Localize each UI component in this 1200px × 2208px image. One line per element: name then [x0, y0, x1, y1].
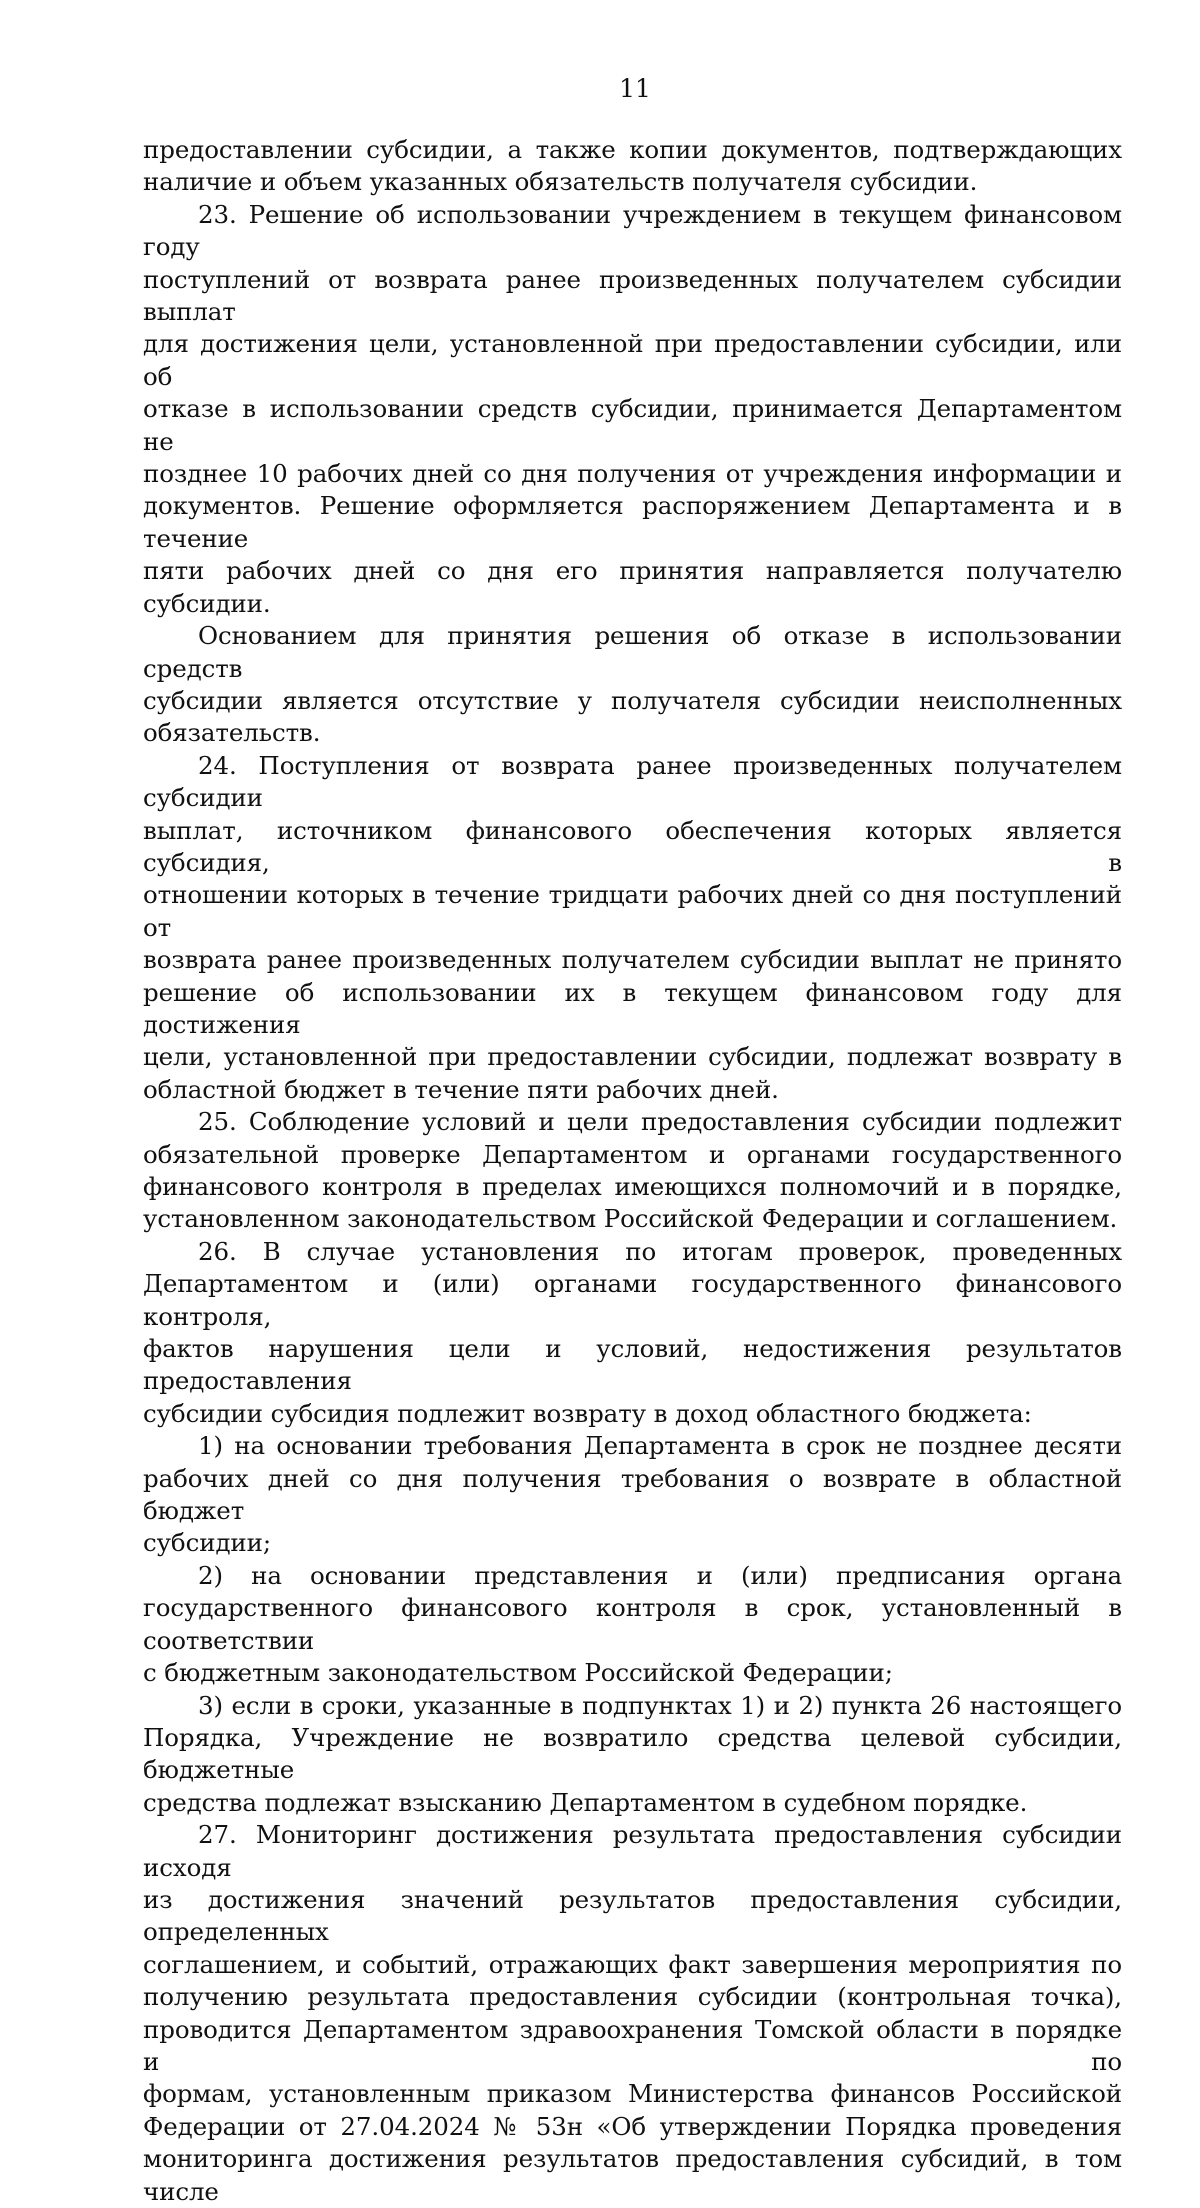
text-line: получению результата предоставления субсидии (контрольная точка),: [143, 1982, 1122, 2012]
text-line: выплат, источником финансового обеспечения которых является субсидия, в: [143, 815, 1122, 877]
text-line: возврата ранее произведенных получателем субсидии выплат не принято: [143, 945, 1122, 975]
text-line: фактов нарушения цели и условий, недостижения результатов предоставления: [143, 1334, 1122, 1396]
text-line: позднее 10 рабочих дней со дня получения от учреждения информации и: [143, 459, 1122, 489]
text-line: для достижения цели, установленной при предоставлении субсидии, или об: [143, 329, 1122, 391]
text-line: наличие и объем указанных обязательств получателя субсидии.: [143, 167, 978, 197]
paragraph-26-line: 26. В случае установления по итогам проверок, проведенных: [198, 1236, 1122, 1266]
paragraph-25-line: 25. Соблюдение условий и цели предоставления субсидии подлежит: [198, 1107, 1122, 1137]
text-line: субсидии является отсутствие у получателя субсидии неисполненных: [143, 685, 1122, 715]
text-line: соглашением, и событий, отражающих факт завершения мероприятия по: [143, 1949, 1122, 1979]
text-line: Федерации от 27.04.2024 № 53н «Об утверждении Порядка проведения: [143, 2111, 1122, 2141]
text-line: отказе в использовании средств субсидии, принимается Департаментом не: [143, 394, 1122, 456]
text-line: субсидии субсидия подлежит возврату в доход областного бюджета:: [143, 1398, 1032, 1428]
text-line: с бюджетным законодательством Российской Федерации;: [143, 1658, 893, 1688]
text-line: поступлений от возврата ранее произведенных получателем субсидии выплат: [143, 264, 1122, 327]
document-body: [143, 134, 1122, 2208]
paragraph-23-line: 23. Решение об использовании учреждением в текущем финансовом году: [143, 199, 1122, 262]
text-line: обязательств.: [143, 718, 321, 748]
text-line: проводится Департаментом здравоохранения Томской области в порядке и по: [143, 2014, 1122, 2076]
text-line: рабочих дней со дня получения требования о возврате в областной бюджет: [143, 1463, 1122, 1526]
paragraph-27-line: 27. Мониторинг достижения результата предоставления субсидии исходя: [143, 1820, 1122, 1882]
text-line: пяти рабочих дней со дня его принятия направляется получателю субсидии.: [143, 556, 1122, 618]
text-line: областной бюджет в течение пяти рабочих дней.: [143, 1074, 779, 1104]
text-line: государственного финансового контроля в срок, установленный в соответствии: [143, 1593, 1122, 1655]
paragraph-24-line: 24. Поступления от возврата ранее произведенных получателем субсидии: [143, 750, 1122, 813]
text-line: формам, установленным приказом Министерства финансов Российской: [143, 2079, 1122, 2109]
text-line: обязательной проверке Департаментом и органами государственного: [143, 1139, 1122, 1169]
page-number: 11: [619, 74, 651, 103]
paragraph-basis-line: Основанием для принятия решения об отказе в использовании средств: [143, 621, 1122, 683]
text-line: цели, установленной при предоставлении субсидии, подлежат возврату в: [143, 1042, 1122, 1072]
text-line: из достижения значений результатов предоставления субсидии, определенных: [143, 1884, 1122, 1947]
text-line: документов. Решение оформляется распоряжением Департамента и в течение: [143, 491, 1122, 553]
subitem-2-line: 2) на основании представления и (или) предписания органа: [198, 1560, 1122, 1590]
text-line: мониторинга достижения результатов предоставления субсидий, в том числе: [143, 2144, 1122, 2206]
text-line: отношении которых в течение тридцати рабочих дней со дня поступлений от: [143, 880, 1122, 942]
text-line: решение об использовании их в текущем финансовом году для достижения: [143, 977, 1122, 1039]
text-line: финансового контроля в пределах имеющихся полномочий и в порядке,: [143, 1172, 1122, 1201]
subitem-1-line: 1) на основании требования Департамента в срок не позднее десяти: [198, 1431, 1122, 1461]
subitem-3-line: 3) если в сроки, указанные в подпунктах 1) и 2) пункта 26 настоящего: [198, 1690, 1122, 1720]
text-line: средства подлежат взысканию Департаментом в судебном порядке.: [143, 1787, 1028, 1817]
text-line: Порядка, Учреждение не возвратило средства целевой субсидии, бюджетные: [143, 1722, 1122, 1785]
text-line: предоставлении субсидии, а также копии документов, подтверждающих: [143, 135, 1122, 164]
text-line: субсидии;: [143, 1528, 272, 1558]
text-line: установленном законодательством Российской Федерации и соглашением.: [143, 1204, 1118, 1234]
text-line: Департаментом и (или) органами государственного финансового контроля,: [143, 1269, 1122, 1331]
